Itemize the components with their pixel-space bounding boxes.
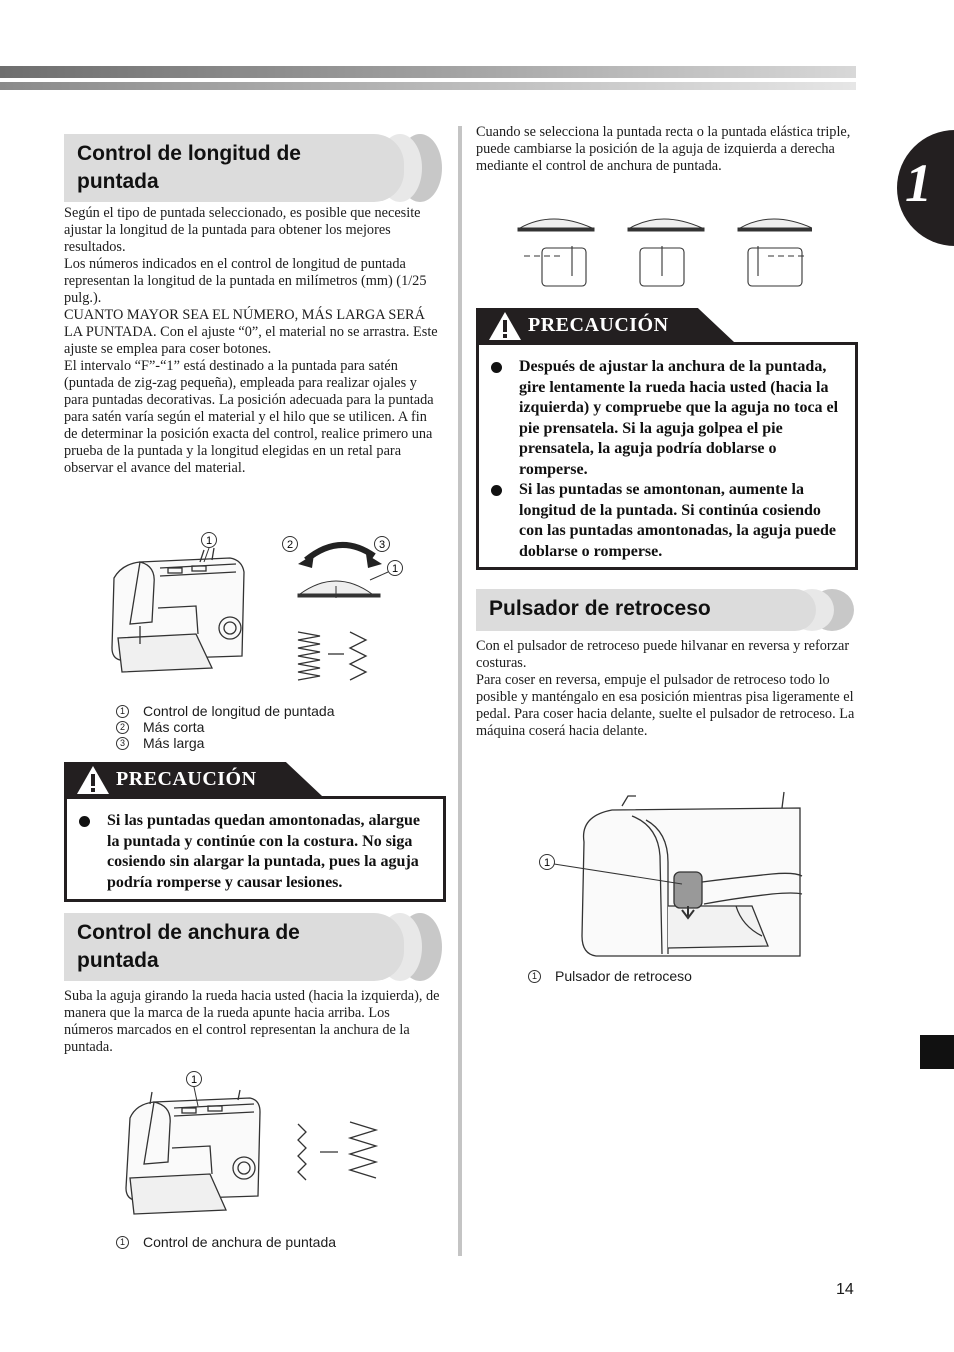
caution-text: Si las puntadas quedan amontonadas, alargue la puntada y continúe con la costura. No siga cosiendo sin alargar la puntada, pues la aguja podría romperse y causar lesiones. [107, 812, 420, 891]
chapter-number: 1 [905, 153, 932, 213]
reverse-legend [528, 968, 692, 984]
section-header-stitch-length [64, 134, 442, 202]
warning-icon [76, 765, 110, 795]
legend-number: 1 [116, 705, 129, 718]
stitch-width-text [64, 988, 442, 1056]
paragraph: El intervalo “F”-“1” está destinado a la puntada para satén (puntada de zig-zag pequeña), empleada para realizar ojales y para puntadas decorativas. La posición adecuada para la puntada para satén varía según el material y el hilo que se utilicen. A fin de determinar la posición exacta del control, realice primero una prueba de la puntada y la longitud elegidas en un retal para observar el avance del material. [64, 358, 434, 476]
needle-position-figure [512, 208, 812, 296]
section-title: Control de longitud de puntada [77, 142, 301, 193]
callout-number: 2 [286, 539, 294, 551]
bullet [79, 816, 90, 827]
section-header-stitch-width [64, 913, 442, 981]
caution-tab [476, 308, 734, 342]
callout-number: 1 [391, 563, 399, 575]
paragraph: CUANTO MAYOR SEA EL NÚMERO, MÁS LARGA SERÁ LA PUNTADA. Con el ajuste “0”, el material no se arrastra. Este ajuste se emplea para coser botones. [64, 307, 438, 357]
header-gradient-bar-thin [0, 82, 856, 90]
arrow-arc [306, 545, 374, 560]
caution-box [64, 796, 446, 902]
legend-text: Más corta [143, 719, 205, 735]
header-gradient-bar [0, 66, 856, 78]
paragraph: Cuando se selecciona la puntada recta o la puntada elástica triple, puede cambiarse la posición de la aguja de izquierda a derecha mediante el control de anchura de puntada. [476, 124, 851, 174]
caution-box [476, 342, 858, 570]
callout-number: 3 [378, 539, 386, 551]
reverse-text [476, 638, 856, 740]
section-title: Control de anchura de puntada [77, 921, 300, 972]
legend-row [116, 719, 334, 735]
caution-tab [64, 762, 322, 796]
warning-icon [488, 311, 522, 341]
caution-item [479, 480, 843, 562]
caution-item [67, 811, 431, 893]
legend-text: Control de anchura de puntada [143, 1234, 337, 1250]
bullet [491, 485, 502, 496]
paragraph: Según el tipo de puntada seleccionado, es posible que necesite ajustar la longitud de la puntada para obtener los mejores resultados. [64, 205, 421, 255]
callout-number: 1 [543, 857, 551, 869]
paragraph: Suba la aguja girando la rueda hacia usted (hacia la izquierda), de manera que la marca de la rueda apunte hacia arriba. Los números marcados en el control representan la anchura de la puntada. [64, 988, 440, 1055]
legend-row [116, 735, 334, 751]
legend-text: Pulsador de retroceso [555, 968, 692, 984]
dial-center [628, 219, 704, 231]
needle-position-text [476, 124, 856, 175]
paragraph: Con el pulsador de retroceso puede hilvanar en reversa y reforzar costuras. [476, 638, 850, 671]
legend-text: Control de longitud de puntada [143, 703, 335, 719]
caution-label: PRECAUCIÓN [116, 768, 257, 790]
caution-text: Después de ajustar la anchura de la puntada, gire lentamente la rueda hacia usted (hacia la izquierda) y compruebe que la aguja no toca el pie prensatela. Si la aguja golpea el pie prensatela, la aguja podría doblarse o romperse. [519, 358, 839, 478]
reverse-button-figure [532, 786, 804, 962]
stitch-length-figure [100, 528, 440, 690]
legend-row [116, 1234, 336, 1250]
legend-number: 1 [116, 1236, 129, 1249]
sewing-machine-illustration [112, 548, 244, 672]
legend-row [116, 703, 334, 719]
caution-label: PRECAUCIÓN [528, 314, 669, 336]
legend-number: 3 [116, 737, 129, 750]
section-header-reverse [476, 589, 854, 631]
legend-text: Más larga [143, 735, 205, 751]
side-index-marker [920, 1035, 954, 1069]
needle-feet [542, 246, 802, 286]
dial-right [738, 219, 812, 231]
stitch-length-legend [116, 703, 334, 751]
caution-item [479, 357, 843, 480]
callout-number: 1 [190, 1074, 198, 1086]
stitch-length-text [64, 205, 442, 477]
legend-row [528, 968, 692, 984]
stitch-samples [298, 632, 366, 680]
paragraph: Para coser en reversa, empuje el pulsador de retroceso todo lo posible y manténgalo en esa posición mientras pisa ligeramente el pedal. Para coser hacia delante, suelte el pulsador de retroceso. La máquina coserá hacia delante. [476, 672, 855, 739]
legend-number: 2 [116, 721, 129, 734]
sewing-machine-illustration [126, 1090, 260, 1214]
stitch-samples [298, 1122, 376, 1180]
section-title: Pulsador de retroceso [489, 597, 711, 620]
dial-left [518, 219, 594, 231]
column-divider [458, 126, 462, 1256]
callout-number: 1 [205, 535, 213, 547]
stitch-width-figure [110, 1068, 400, 1236]
page-number: 14 [836, 1281, 854, 1298]
legend-number: 1 [528, 970, 541, 983]
stitch-dial [298, 581, 380, 598]
caution-text: Si las puntadas se amontonan, aumente la longitud de la puntada. Si continúa cosiendo con las puntadas amontonadas, la aguja puede doblarse o romperse. [519, 481, 836, 560]
paragraph: Los números indicados en el control de longitud de puntada representan la longitud de la puntada en milímetros (mm) (1/25 pulg.). [64, 256, 427, 306]
stitch-width-legend [116, 1234, 336, 1250]
bullet [491, 362, 502, 373]
